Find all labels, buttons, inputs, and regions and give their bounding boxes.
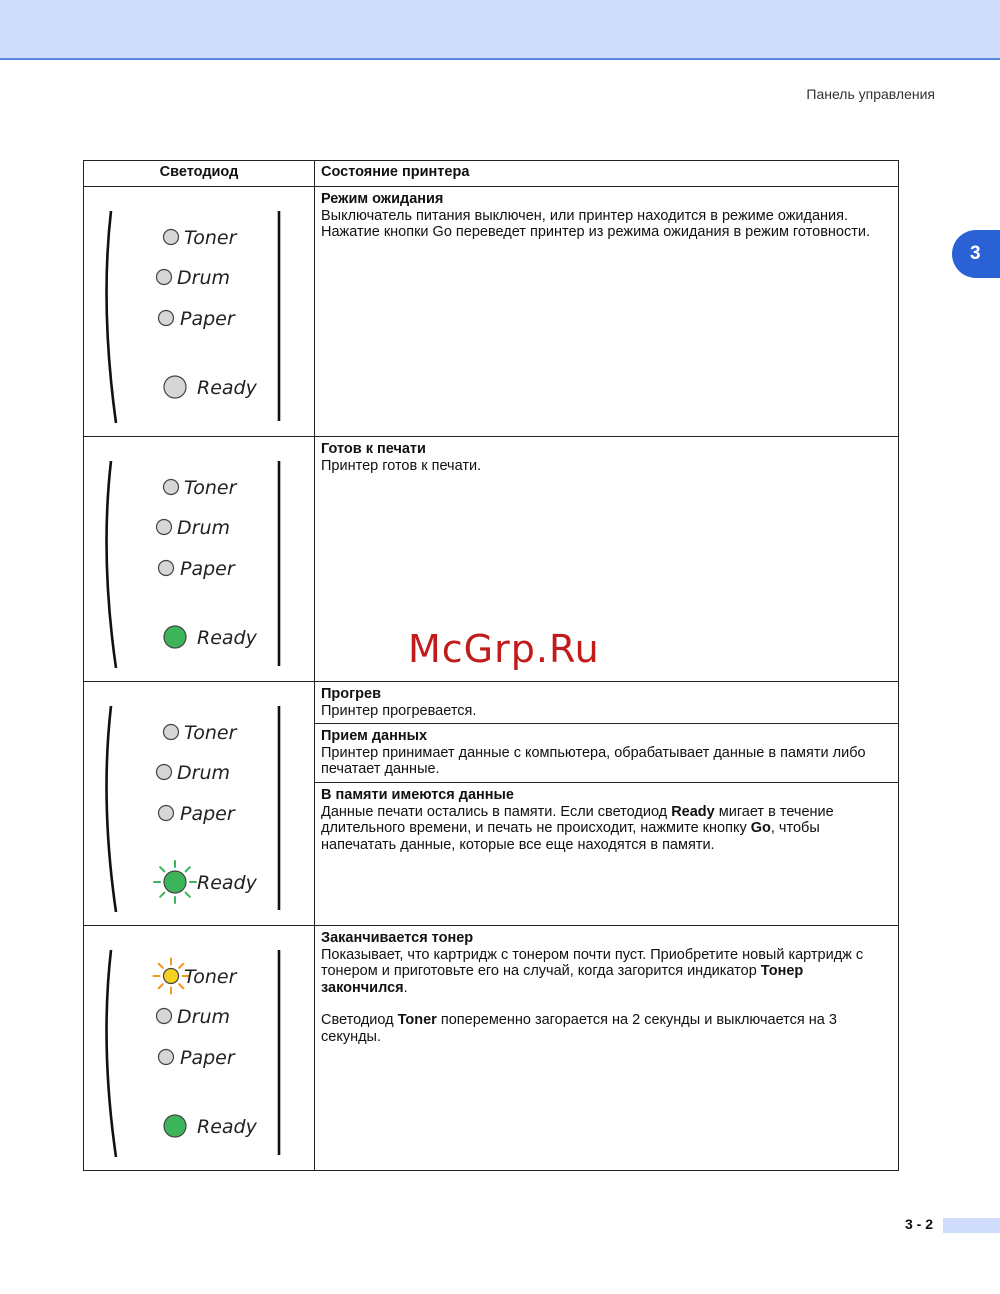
toner-led-icon [164,480,179,495]
ray [160,893,164,897]
toner-led-icon [164,969,179,984]
state-note [321,1012,892,1045]
text-run: попеременно загорается на 2 секунды и выключается на 3 секунды. [321,1012,837,1045]
paper-led-label: Paper [180,803,235,825]
ready-led-icon [164,626,186,648]
ray [160,867,164,871]
paper-led-label: Paper [180,1047,235,1069]
column-header-state: Состояние принтера [315,161,899,187]
drum-led-icon [157,1009,172,1024]
led-panel-illustration [84,682,314,924]
paper-led-icon [159,561,174,576]
ready-led-label: Ready [197,872,257,894]
state-description [321,804,892,854]
panel-bracket-left [107,211,116,423]
bold-ready: Ready [671,803,715,820]
state-cell [315,682,899,926]
page-number: 3 - 2 [905,1216,934,1232]
panel-bracket-left [107,950,116,1157]
bold-text: Toner [397,1012,437,1028]
table-row [84,682,899,926]
led-panel-cell [84,437,315,682]
state-cell [315,187,899,437]
table-row [84,926,899,1171]
drum-led-icon [157,520,172,535]
toner-led-icon [164,725,179,740]
ready-led-icon [164,1115,186,1137]
watermark: McGrp.Ru [408,627,600,671]
panel-bracket-left [107,706,116,912]
toner-led-label: Toner [184,477,237,499]
footer-bar [943,1218,1000,1233]
toner-led-label: Toner [184,966,237,988]
state-title: Прием данных [321,728,428,744]
drum-led-icon [157,270,172,285]
led-panel-illustration [84,437,314,680]
ready-led-label: Ready [197,1116,257,1138]
text-run: Светодиод [321,1012,398,1028]
toner-led-label: Toner [184,722,237,744]
text-run: Данные печати остались в памяти. Если светодиод [321,803,672,820]
state-description: Принтер принимает данные с компьютера, обрабатывает данные в памяти либо печатает данные. [321,744,866,777]
state-title: Заканчивается тонер [321,930,474,946]
ready-led-label: Ready [197,627,257,649]
state-description: Принтер прогревается. [321,702,477,719]
paper-led-icon [159,311,174,326]
state-block [315,783,898,857]
panel-bracket-left [107,461,116,668]
paper-led-label: Paper [180,558,235,580]
ray [186,893,190,897]
led-panel-cell [84,682,315,926]
ray [159,964,163,968]
toner-led-label: Toner [184,227,237,249]
state-description: Выключатель питания выключен, или принтер находится в режиме ожидания. Нажатие кнопки Go переведет принтер из режима ожидания в режим готовности. [321,207,870,240]
ray [179,984,183,988]
state-title: Режим ожидания [321,191,444,207]
table-row [84,187,899,437]
led-panel-illustration [84,926,314,1169]
state-cell [315,437,899,682]
column-header-led: Светодиод [84,161,315,187]
paper-led-label: Paper [180,308,235,330]
drum-led-icon [157,765,172,780]
ray [159,984,163,988]
bold-text: Тонер закончился [321,963,804,996]
table-header-row [84,161,899,187]
state-block [315,682,898,724]
chapter-tab[interactable]: 3 [952,230,1000,278]
drum-led-label: Drum [177,517,230,539]
state-description [321,947,892,997]
drum-led-label: Drum [177,1006,230,1028]
bold-go: Go [750,820,771,836]
top-band [0,0,1000,60]
ready-led-icon [164,376,186,398]
ready-led-icon [164,871,186,893]
drum-led-label: Drum [177,762,230,784]
toner-led-icon [164,230,179,245]
led-panel-illustration [84,187,314,435]
led-panel-cell [84,187,315,437]
text-run: Показывает, что картридж с тонером почти пуст. Приобретите новый картридж с тонером и приготовьте его на случай, когда загорится индикатор [321,946,864,979]
page-header-title: Панель управления [806,86,935,102]
text-run: . [403,979,408,996]
text-run: , чтобы напечатать данные, которые все еще находятся в памяти. [321,820,820,853]
state-description: Принтер готов к печати. [321,457,482,474]
ray [179,964,183,968]
paper-led-icon [159,806,174,821]
state-title: Готов к печати [321,441,426,457]
state-block [315,724,898,783]
state-title: В памяти имеются данные [321,787,514,803]
ready-led-label: Ready [197,377,257,399]
text-run: мигает в течение длительного времени, и печать не происходит, нажмите кнопку [321,803,834,836]
state-cell [315,926,899,1171]
state-title: Прогрев [321,686,382,702]
paper-led-icon [159,1050,174,1065]
led-panel-cell [84,926,315,1171]
ray [186,867,190,871]
drum-led-label: Drum [177,267,230,289]
